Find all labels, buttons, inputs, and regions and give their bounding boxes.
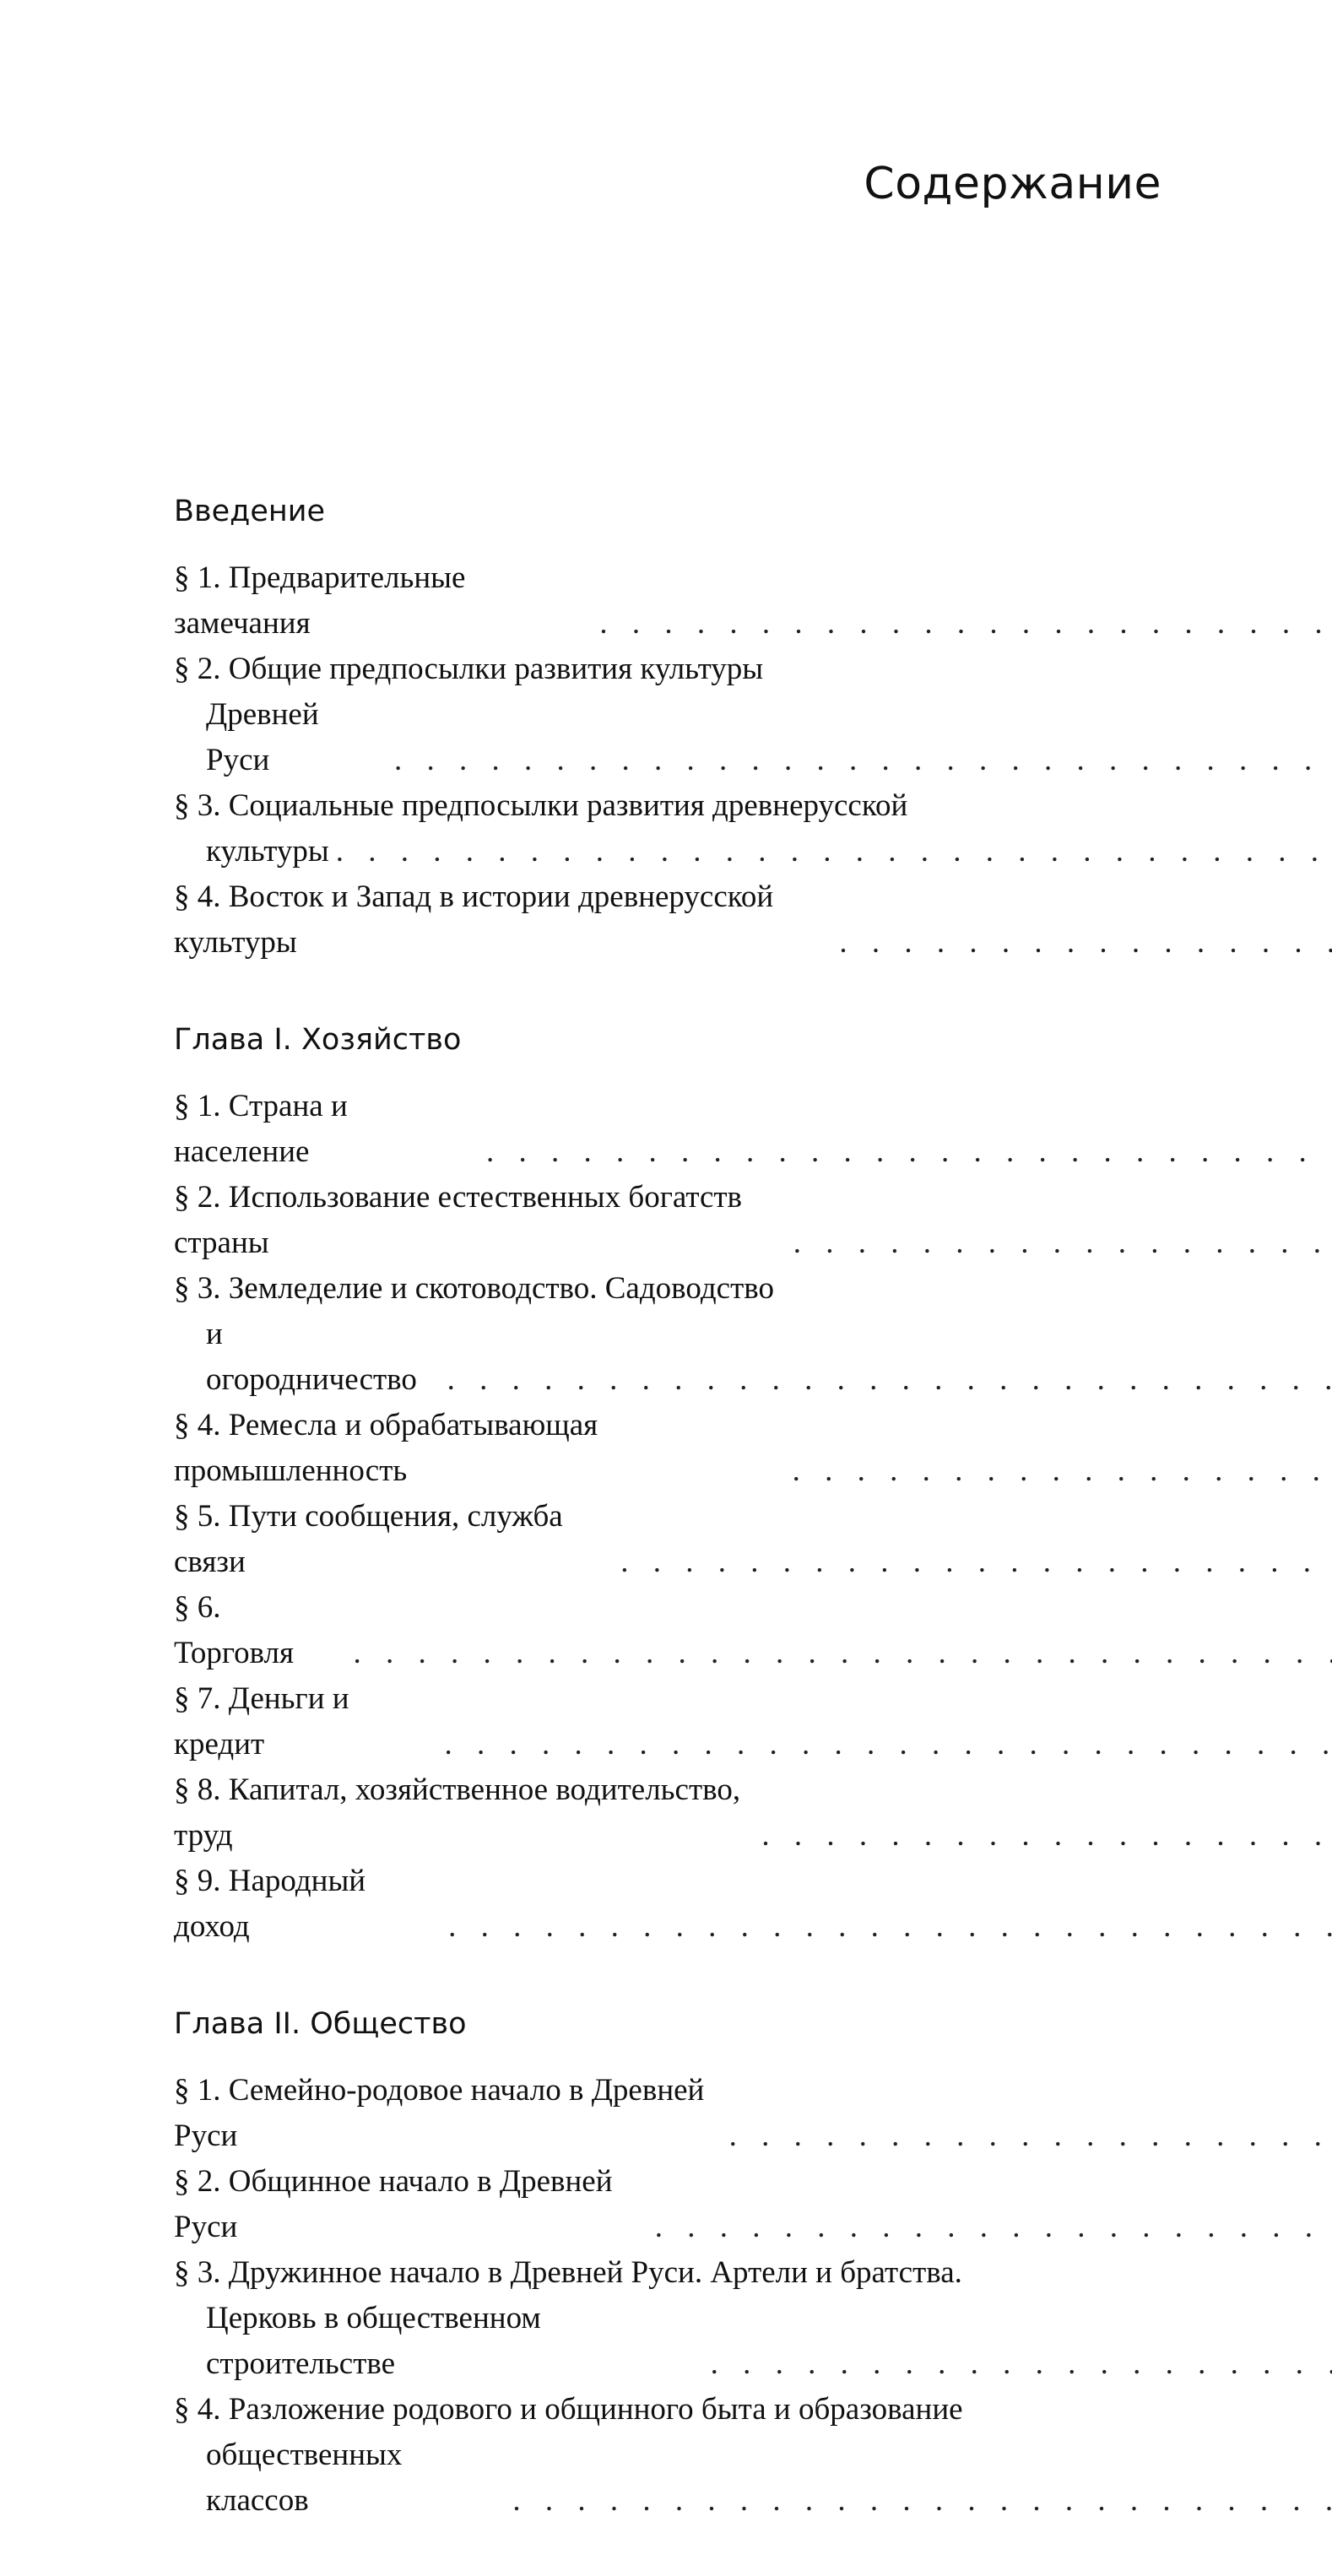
toc-entry[interactable]	[174, 2250, 1156, 2387]
toc-entry-title-continued: Церковь в общественном строительстве	[206, 2301, 541, 2381]
toc-entry-title: § 3. Земледелие и скотоводство. Садоводство	[174, 1271, 774, 1306]
toc-entry-title: § 9. Народный доход	[174, 1864, 366, 1944]
toc-entry[interactable]	[174, 1084, 1156, 1175]
toc-entry[interactable]	[174, 1175, 1156, 1266]
toc-entry-title: § 3. Дружинное начало в Древней Руси. Артели и братства.	[174, 2255, 962, 2290]
toc-section-chapter-2	[174, 2002, 1156, 2524]
dot-leader	[512, 2478, 1332, 2524]
toc-entry[interactable]	[174, 1859, 1156, 1950]
toc-section-introduction	[174, 490, 1156, 966]
toc-entry-title: § 1. Семейно-родовое начало в Древней Руси	[174, 2073, 705, 2153]
toc-entry-title-continued: Древней Руси	[206, 697, 319, 777]
toc-entry[interactable]	[174, 647, 1156, 783]
toc-entry[interactable]	[174, 1585, 1156, 1676]
toc-entry-title-continued: общественных классов	[206, 2438, 403, 2518]
toc-entry-title: § 1. Предварительные замечания	[174, 560, 466, 641]
toc-entry[interactable]	[174, 1266, 1156, 1403]
toc-entry-title: § 2. Общинное начало в Древней Руси	[174, 2164, 613, 2244]
section-heading: Глава I. Хозяйство	[174, 1023, 462, 1057]
toc-entry-title: § 5. Пути сообщения, служба связи	[174, 1499, 563, 1579]
dot-leader	[448, 1904, 1332, 1950]
dot-leader	[793, 1220, 1332, 1266]
toc-entry[interactable]	[174, 874, 1156, 966]
toc-entry[interactable]	[174, 783, 1156, 874]
section-heading: Глава II. Общество	[174, 2007, 467, 2041]
dot-leader	[839, 920, 1332, 966]
dot-leader	[486, 1129, 1332, 1175]
toc-entry-title: § 4. Восток и Запад в истории древнерусской культуры	[174, 879, 774, 960]
dot-leader	[394, 738, 1332, 783]
dot-leader	[761, 1813, 1332, 1859]
dot-leader	[729, 2113, 1332, 2159]
toc-entry[interactable]	[174, 1403, 1156, 1494]
toc-entry[interactable]	[174, 1676, 1156, 1767]
toc-entry-title: § 4. Разложение родового и общинного быта и образование	[174, 2392, 963, 2427]
toc-entry-title: § 6. Торговля	[174, 1590, 295, 1670]
toc-entry-title: § 1. Страна и население	[174, 1089, 348, 1169]
dot-leader	[447, 1357, 1332, 1403]
dot-leader	[655, 2205, 1332, 2250]
section-heading: Введение	[174, 495, 326, 528]
toc-entry-title: § 8. Капитал, хозяйственное водительство, труд	[174, 1772, 741, 1853]
dot-leader	[445, 1722, 1332, 1767]
dot-leader	[336, 829, 1332, 874]
toc-entry-title: § 7. Деньги и кредит	[174, 1681, 349, 1762]
dot-leader	[793, 1448, 1332, 1494]
toc-entry[interactable]	[174, 1767, 1156, 1859]
toc-entry[interactable]	[174, 1494, 1156, 1585]
toc-entry-title: § 4. Ремесла и обрабатывающая промышленность	[174, 1408, 598, 1488]
toc-entry[interactable]	[174, 555, 1156, 647]
toc-entry[interactable]	[174, 2159, 1156, 2250]
dot-leader	[353, 1631, 1332, 1676]
dot-leader	[620, 1540, 1332, 1585]
toc-entry-title-continued: и огородничество	[206, 1317, 417, 1397]
toc-entry-title: § 2. Общие предпосылки развития культуры	[174, 652, 764, 686]
toc-section-chapter-1	[174, 1018, 1156, 1950]
table-of-contents	[174, 490, 1156, 2576]
toc-entry-title: § 3. Социальные предпосылки развития древнерусской	[174, 788, 908, 823]
toc-entry-title: § 2. Использование естественных богатств страны	[174, 1180, 743, 1260]
dot-leader	[599, 601, 1332, 647]
toc-entry-title-continued: культуры	[206, 834, 329, 869]
page-title: Содержание	[864, 159, 1161, 209]
toc-entry[interactable]	[174, 2387, 1156, 2524]
dot-leader	[711, 2341, 1332, 2387]
toc-entry[interactable]	[174, 2068, 1156, 2159]
